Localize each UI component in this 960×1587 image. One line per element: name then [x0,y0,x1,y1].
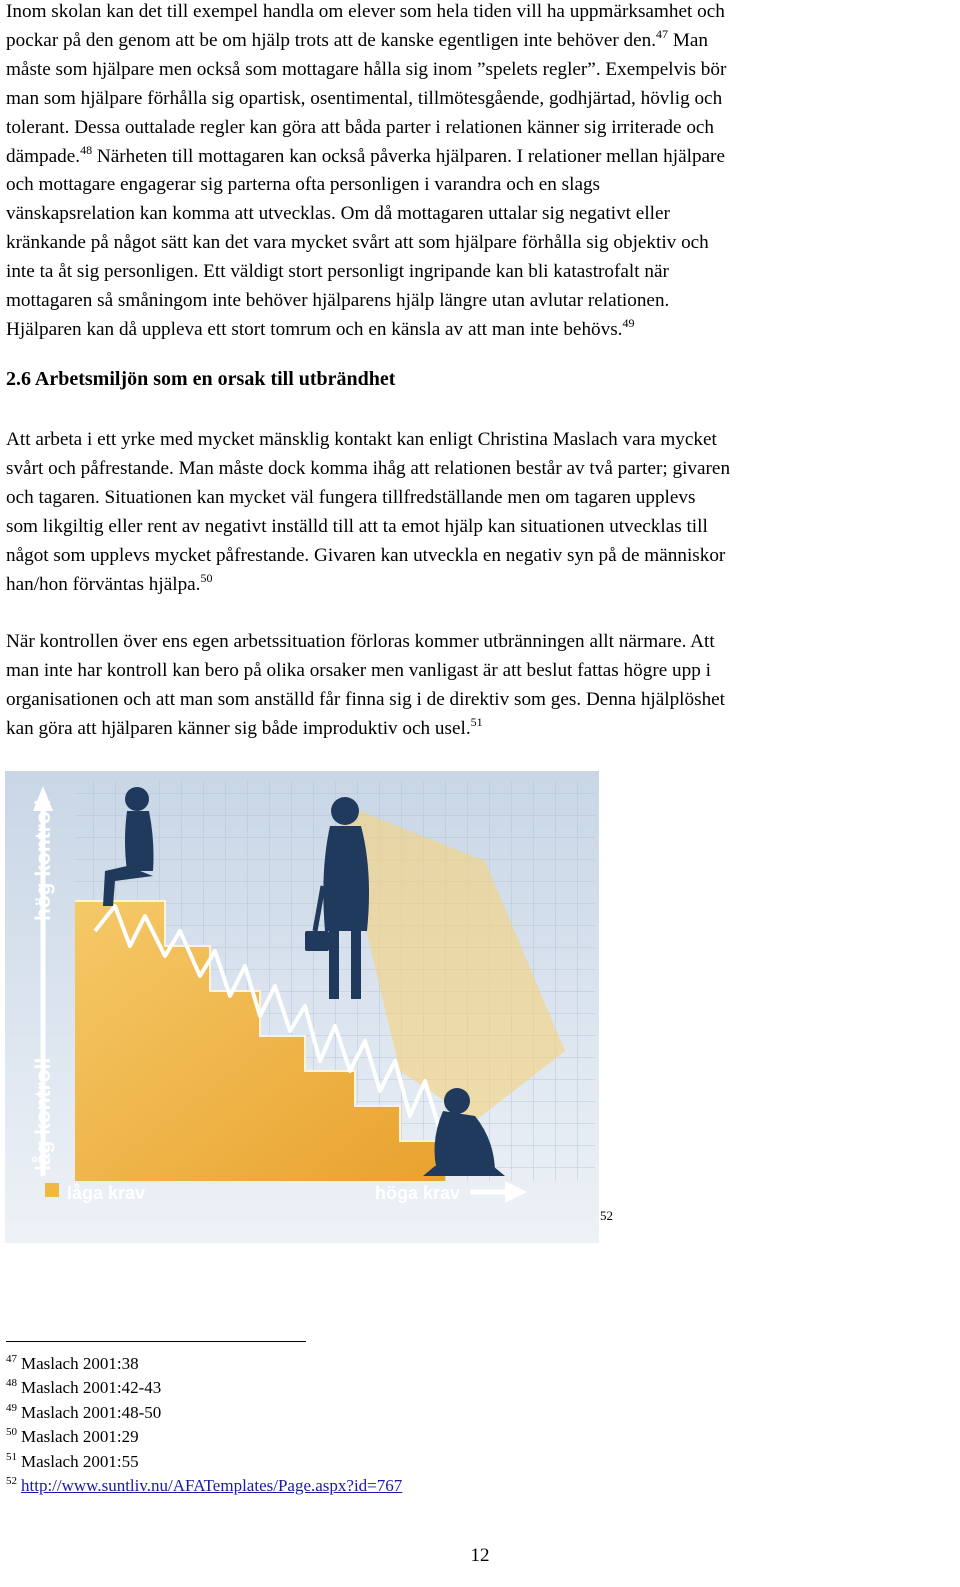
text-line: måste som hjälpare men också som mottagare hålla sig inom ”spelets regler”. Exempelvis bör [6,58,727,80]
page-number: 12 [470,1545,490,1566]
illustration-graphic [5,771,599,1243]
footnote-item: $^{52}$ http://www.suntliv.nu/AFATemplates/Page.aspx?id=767 [6,1475,403,1496]
text-line: tolerant. Dessa outtalade regler kan göra att båda parter i relationen känner sig irriterade och [6,116,715,138]
text-line: När kontrollen över ens egen arbetssituation förloras kommer utbränningen allt närmare. Att [6,631,715,652]
paragraph-helper-relations [6,0,950,345]
text-line: svårt och påfrestande. Man måste dock komma ihåg att relationen består av två parter; givaren [6,457,731,479]
text-line: man som hjälpare förhålla sig opartisk, osentimental, tillmötesgående, godhjärtad, hövlig och [6,87,723,109]
footnote-item: $^{47}$ Maslach 2001:38 [6,1353,139,1373]
document-page: Inom skolan kan det till exempel handla om elever som hela tiden vill ha uppmärksamhet och pockar på den genom att be om hjälp trots att de kanske egentligen inte behöver den.$^{47}$ Man måste som hjälpare men också som mottagare hålla sig inom ”spelets regler”. Exempelvis bör man som hjälpare förhålla sig opartisk, osentimental, tillmötesgående, godhjärtad, hövlig och tolerant. Dessa outtalade regler kan göra att båda parter i relationen känner sig irriterade och dämpade.$^{48}$ Närheten till mottagaren kan också påverka hjälparen. I relationer mellan hjälpare och mottagare engagerar sig parterna ofta personligen i varandra och en slags vänskapsrelation kan komma att utvecklas. Om då mottagaren uttalar sig negativt eller kränkande på något sätt kan det vara mycket svårt att som hjälpare förhålla sig objektiv och inte ta åt sig personligen. Ett väldigt stort personligt ingripande kan bli katastrofalt när mottagaren så småningom inte behöver hjälparens hjälp längre utan avlutar relationen. Hjälparen kan då uppleva ett stort tomrum och en känsla av att man inte behövs.$^{49}$ 2.6 Arbetsmiljön som en orsak till utbrändhet Att arbeta i ett yrke med mycket mänsklig kontakt kan enligt Christina Maslach vara mycket svårt och påfrestande. Man måste dock komma ihåg att relationen består av två parter; givaren och tagaren. Situationen kan mycket väl fungera tillfredställande men om tagaren upplevs som likgiltig eller rent av negativt inställd till att ta emot hjälp kan situationen utvecklas till något som upplevs mycket påfrestande. Givaren kan utveckla en negativ syn på de människor han/hon förväntas hjälpa.$^{50}$ När kontrollen över ens egen arbetssituation förloras kommer utbränningen allt närmare. Att man inte har kontroll kan bero på olika orsaker men vanligast är att beslut fattas högre upp i organisationen och att man som anställd får finna sig i de direktiv som ges. Denna hjälplöshet kan göra att hjälparen känner sig både improduktiv och usel.$^{51}$ hög kontroll låg kontroll låga krav höga krav 52 $^{47}$ Maslach 2001:38 $^{48}$ Maslach 2001:42-43 $^{49}$ Maslach 2001:48-50 $^{50}$ Maslach 2001:29 $^{51}$ Maslach 2001:55 $^{52}$ http://www.suntliv.nu/AFATemplates/Page.aspx?id=767 12 [0,0,960,1587]
paragraph-maslach [6,426,950,599]
text-line: och tagaren. Situationen kan mycket väl fungera tillfredställande men om tagaren upplevs [6,486,696,508]
footnote-ref-48[interactable]: 48 [80,142,93,157]
text-line: något som upplevs mycket påfrestande. Givaren kan utveckla en negativ syn på de människor [6,544,726,566]
paragraph-control [6,628,950,744]
text-line: mottagaren så småningom inte behöver hjälparens hjälp längre utan avlutar relationen. [6,290,670,312]
text-line: vänskapsrelation kan komma att utvecklas. Om då mottagaren uttalar sig negativt eller [6,203,670,225]
footnote-item: $^{49}$ Maslach 2001:48-50 [6,1401,162,1422]
text-line: man inte har kontroll kan bero på olika orsaker men vanligast är att beslut fattas högre upp i [6,659,711,681]
axis-label-high-control: hög kontroll [32,799,55,921]
burnout-illustration [5,771,599,1243]
source-link[interactable]: http://www.suntliv.nu/AFATemplates/Page.aspx?id=767 [21,1476,403,1496]
axis-label-high-demands: höga krav [375,1183,461,1203]
text-line: dämpade.$^{48}$ Närheten till mottagaren kan också påverka hjälparen. I relationer mellan hjälpare [6,142,725,167]
footnote-ref-50[interactable]: 50 [200,570,213,585]
text-line: Hjälparen kan då uppleva ett stort tomrum och en känsla av att man inte behövs.$^{49}$ [6,315,635,340]
section-heading: 2.6 Arbetsmiljön som en orsak till utbrändhet [6,368,396,390]
footnote-separator [6,1341,306,1342]
footnote-item: $^{48}$ Maslach 2001:42-43 [6,1377,162,1398]
footnote-item: $^{50}$ Maslach 2001:29 [6,1426,139,1447]
footnote-ref-49[interactable]: 49 [622,315,635,330]
text-line: Inom skolan kan det till exempel handla om elever som hela tiden vill ha uppmärksamhet och [6,1,725,22]
axis-origin-square [45,1183,59,1197]
footnote-item: $^{51}$ Maslach 2001:55 [6,1450,139,1471]
text-line: som likgiltig eller rent av negativt inställd till att ta emot hjälp kan situationen utvecklas till [6,515,708,537]
text-line: pockar på den genom att be om hjälp trots att de kanske egentligen inte behöver den.$^{47}$ Man [6,26,709,51]
text-line: kränkande på något sätt kan det vara mycket svårt att som hjälpare förhålla sig objektiv och [6,232,709,254]
text-line: organisationen och att man som anställd får finna sig i de direktiv som ges. Denna hjälplöshet [6,688,726,710]
text-line: Att arbeta i ett yrke med mycket mänsklig kontakt kan enligt Christina Maslach vara mycket [6,429,717,450]
footnote-ref-51[interactable]: 51 [470,714,483,729]
axis-label-low-demands: låga krav [67,1183,146,1203]
text-line: kan göra att hjälparen känner sig både improduktiv och usel.$^{51}$ [6,714,483,739]
axis-label-low-control: låg kontroll [32,1057,55,1171]
text-line: och mottagare engagerar sig parterna ofta personligen i varandra och en slags [6,174,601,196]
text-line: inte ta åt sig personligen. Ett väldigt stort personligt ingripande kan bli katastrofalt när [6,261,669,283]
footnote-ref-47[interactable]: 47 [656,26,669,41]
footnotes-list [6,1352,402,1498]
text-line: han/hon förväntas hjälpa.$^{50}$ [6,570,213,595]
